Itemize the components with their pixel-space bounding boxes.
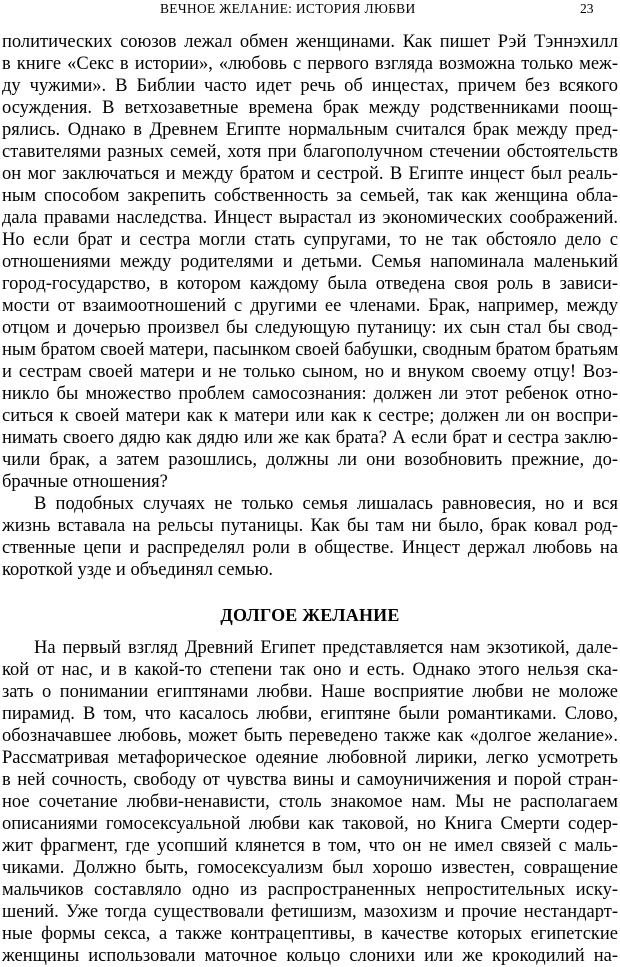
text-line: отношениями между родителями и детьми. Семья напоминала маленький	[2, 252, 618, 272]
text-line: Но если брат и сестра могли стать супругами, то не так обстояло дело с	[2, 230, 618, 250]
text-line: он мог заключаться и между братом и сестрой. В Египте инцест был реаль-	[2, 164, 618, 184]
text-line: ду чужими». В Библии часто идет речь об инцестах, причем без всякого	[2, 76, 618, 96]
text-line: Рассматривая метафорическое одеяние любовной лирики, легко усмотреть	[2, 748, 618, 768]
text-line: отцом и дочерью произвел бы следующую путаницу: их сын стал бы свод-	[2, 318, 618, 338]
text-line: город-государство, в котором каждому была отведена своя роль в зависи-	[2, 274, 618, 294]
text-line: ные формы секса, а также контрацептивы, в качестве которых египетские	[2, 924, 618, 944]
text-line: нимать своего дядю как дядю или же как брата? А если брат и сестра заклю-	[2, 428, 618, 448]
running-header	[0, 0, 620, 18]
text-line: обозначавшее любовь, может быть переведено также как «долгое желание».	[2, 726, 618, 746]
text-line: жизнь вставала на рельсы путаницы. Как бы там ни было, брак ковал род-	[2, 516, 618, 536]
text-line: рялись. Однако в Древнем Египте нормальным считался брак между пред-	[2, 120, 618, 140]
text-line: шений. Уже тогда существовали фетишизм, мазохизм и прочие нестандарт-	[2, 902, 618, 922]
text-line: На первый взгляд Древний Египет представляется нам экзотикой, дале-	[34, 638, 618, 658]
text-line: мальчиков составляло одно из распространенных непростительных иску-	[2, 880, 618, 900]
text-line: описаниями гомосексуальной любви как таковой, но Книга Смерти содер-	[2, 814, 618, 834]
text-line: чили брак, а затем разошлись, должны ли они возобновить прежние, до-	[2, 450, 618, 470]
text-line: осуждения. В ветхозаветные времена брак между родственниками поощ-	[2, 98, 618, 118]
text-line: ситься к своей матери как к матери или как к сестре; должен ли он воспри-	[2, 406, 618, 426]
text-line: в книге «Секс в истории», «любовь с первого взгляда возможна только меж-	[2, 54, 618, 74]
text-line: женщины использовали маточное кольцо слонихи или же крокодилий на-	[2, 946, 618, 966]
text-line: мости от взаимоотношений с другими ее членами. Брак, например, между	[2, 296, 618, 316]
text-line: ставителями разных семей, хотя при благополучном стечении обстоятельств	[2, 142, 618, 162]
text-line: жит фрагмент, где усопший клянется в том, что он не имел связей с маль-	[2, 836, 618, 856]
text-line: дала правами наследства. Инцест вырастал из экономических соображений.	[2, 208, 618, 228]
text-line: зать о понимании египтянами любви. Наше восприятие любви не моложе	[2, 682, 618, 702]
text-line: никло бы множество проблем самосознания: должен ли этот ребенок отно-	[2, 384, 618, 404]
page-number: 23	[580, 1, 594, 16]
text-line: ным способом закрепить собственность за семьей, так как женщина обла-	[2, 186, 618, 206]
text-line: чиками. Должно быть, гомосексуализм был хорошо известен, совращение	[2, 858, 618, 878]
text-line: ственные цепи и распределял роли в обществе. Инцест держал любовь на	[2, 538, 618, 558]
text-line: ным братом своей матери, пасынком своей бабушки, сводным братом братьям	[2, 340, 619, 360]
text-line: короткой узде и объединял семью.	[2, 560, 274, 580]
text-line: В подобных случаях не только семья лишалась равновесия, но и вся	[34, 494, 618, 514]
text-line: и сестрам своей матери и не только сыном, но и внуком своему отцу! Воз-	[2, 362, 618, 382]
running-title: ВЕЧНОЕ ЖЕЛАНИЕ: ИСТОРИЯ ЛЮБВИ	[160, 1, 416, 16]
text-line: кой от нас, и в какой-то степени так оно и есть. Однако этого нельзя ска-	[2, 660, 618, 680]
section-heading: ДОЛГОЕ ЖЕЛАНИЕ	[220, 605, 400, 625]
text-line: политических союзов лежал обмен женщинами. Как пишет Рэй Тэннэхилл	[2, 32, 618, 52]
text-line: в ней сочность, свободу от чувства вины и самоуничижения и порой стран-	[2, 770, 618, 790]
page-body	[0, 31, 620, 967]
text-line: пирамид. В том, что касалось любви, египтяне были романтиками. Слово,	[2, 704, 618, 724]
text-line: брачные отношения?	[2, 472, 168, 492]
text-line: ное сочетание любви-ненависти, столь знакомое нам. Мы не располагаем	[2, 792, 618, 812]
